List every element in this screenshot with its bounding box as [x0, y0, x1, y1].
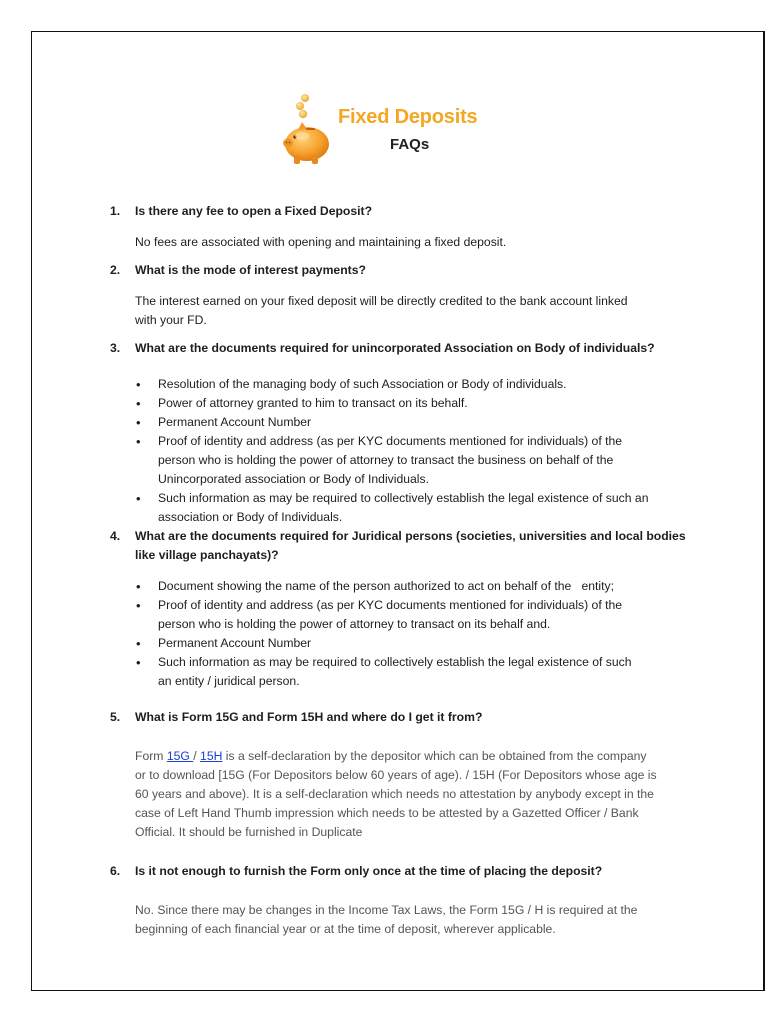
answer-line: No. Since there may be changes in the Income Tax Laws, the Form 15G / H is required at the	[135, 903, 638, 917]
faq-answer-6	[110, 901, 690, 939]
answer-line: The interest earned on your fixed deposit will be directly credited to the bank account linked	[135, 294, 628, 308]
faq-number: 5.	[110, 710, 121, 724]
faq-bullets-4	[110, 577, 690, 691]
answer-line: with your FD.	[135, 313, 207, 327]
faq-question-text: Is it not enough to furnish the Form only once at the time of placing the deposit?	[135, 864, 603, 878]
faq-answer-1: No fees are associated with opening and maintaining a fixed deposit.	[135, 235, 507, 249]
list-item: • Permanent Account Number	[158, 413, 690, 432]
faq-question-text: What is Form 15G and Form 15H and where do I get it from?	[135, 710, 483, 724]
answer-line: case of Left Hand Thumb impression which needs to be attested by a Gazetted Officer / Bank	[135, 806, 639, 820]
answer-line: Official. It should be furnished in Duplicate	[135, 825, 363, 839]
list-item: • Document showing the name of the person authorized to act on behalf of the entity;	[158, 577, 690, 596]
faq-question-text: Is there any fee to open a Fixed Deposit?	[135, 204, 373, 218]
faq-question-4	[110, 527, 690, 565]
faq-answer-5	[110, 747, 690, 842]
form-15h-link[interactable]: 15H	[200, 749, 223, 763]
header	[280, 92, 540, 172]
page-subtitle: FAQs	[390, 136, 430, 153]
faq-question-3	[110, 339, 690, 358]
answer-line: or to download [15G (For Depositors below 60 years of age). / 15H (For Depositors whose age is	[135, 768, 657, 782]
faq-question-text: What are the documents required for Juridical persons (societies, universities and local bodies	[135, 529, 686, 543]
list-item: • Proof of identity and address (as per KYC documents mentioned for individuals) of the person who is holding the power of attorney to transact the business on behalf of the Unincorporated association or Body of Individuals.	[158, 432, 690, 489]
faq-question-2	[110, 261, 690, 280]
faq-bullets-3	[110, 375, 690, 527]
faq-question-5	[110, 708, 690, 727]
list-item: • Such information as may be required to collectively establish the legal existence of such an association or Body of Individuals.	[158, 489, 690, 527]
faq-question-6	[110, 862, 690, 881]
answer-line: beginning of each financial year or at the time of deposit, wherever applicable.	[135, 922, 556, 936]
faq-number: 2.	[110, 263, 121, 277]
faq-number: 6.	[110, 864, 121, 878]
faq-question-1	[110, 202, 690, 221]
faq-number: 3.	[110, 341, 121, 355]
faq-number: 1.	[110, 204, 121, 218]
list-item: • Such information as may be required to collectively establish the legal existence of such an entity / juridical person.	[158, 653, 690, 691]
answer-line: 60 years and above). It is a self-declaration which needs no attestation by anybody except in the	[135, 787, 654, 801]
form-15g-link[interactable]: 15G	[166, 749, 194, 763]
list-item: • Proof of identity and address (as per KYC documents mentioned for individuals) of the person who is holding the power of attorney to transact on its behalf and.	[158, 596, 690, 634]
faq-list	[110, 202, 690, 939]
piggy-bank-coins-icon	[280, 92, 336, 170]
faq-number: 4.	[110, 529, 121, 543]
list-item: • Resolution of the managing body of such Association or Body of individuals.	[158, 375, 690, 394]
faq-question-text: What is the mode of interest payments?	[135, 263, 366, 277]
page-title: Fixed Deposits	[338, 106, 478, 128]
faq-question-text: like village panchayats)?	[135, 548, 279, 562]
list-item: • Permanent Account Number	[158, 634, 690, 653]
faq-answer-2	[110, 292, 690, 330]
list-item: • Power of attorney granted to him to transact on its behalf.	[158, 394, 690, 413]
answer-line: Form 15G / 15H is a self-declaration by the depositor which can be obtained from the company	[135, 749, 647, 763]
faq-question-text: What are the documents required for unincorporated Association on Body of individuals?	[135, 341, 655, 355]
